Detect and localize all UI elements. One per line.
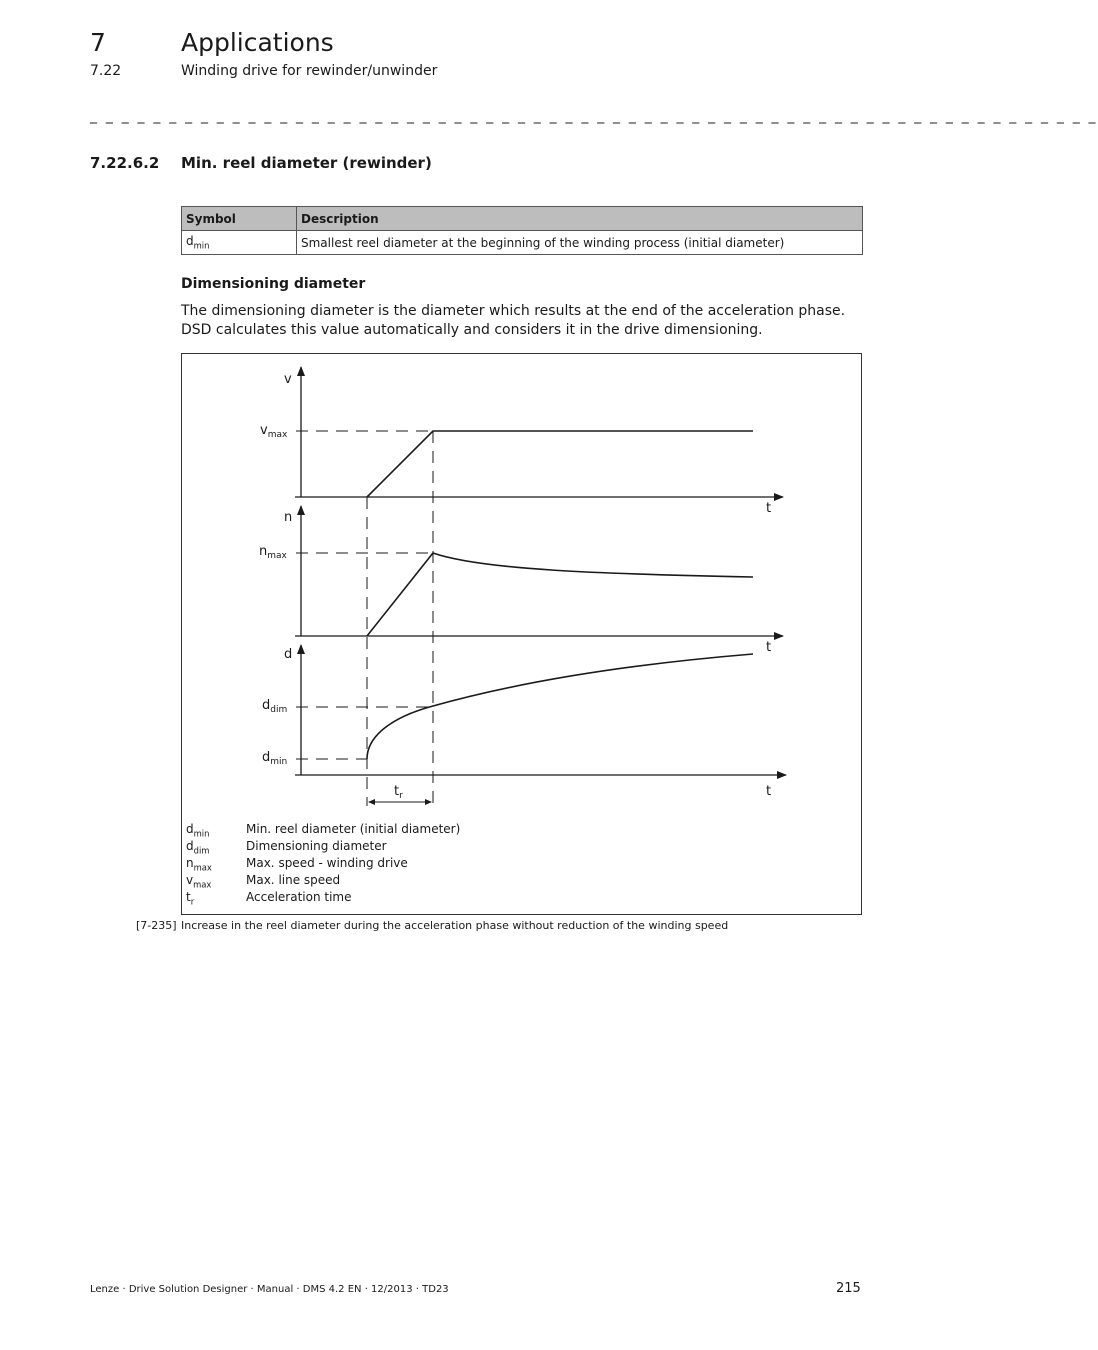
d-axis-label: d bbox=[284, 647, 293, 662]
ddim-label: $d_{dim}$ bbox=[262, 698, 288, 715]
velocity-curve bbox=[367, 431, 753, 497]
symbol-base: d bbox=[186, 234, 194, 249]
v-axis-label: v bbox=[284, 372, 292, 387]
section-title: Winding drive for rewinder/unwinder bbox=[181, 63, 438, 79]
speed-curve bbox=[367, 553, 753, 636]
nmax-label: $n_{max}$ bbox=[259, 544, 287, 561]
subsection-title: Min. reel diameter (rewinder) bbox=[181, 154, 432, 172]
legend-symbol: $t_r$ bbox=[186, 890, 195, 907]
legend-description: Dimensioning diameter bbox=[246, 839, 387, 853]
dmin-label: $d_{min}$ bbox=[262, 750, 288, 767]
figure-box bbox=[181, 353, 862, 915]
header-separator: _ _ _ _ _ _ _ _ _ _ _ _ _ _ _ _ _ _ _ _ _ _ _ _ _ _ _ _ _ _ _ _ _ _ _ _ _ _ _ _ _ _ _ _ _ _ _ _ _ _ _ _ _ _ _ _ _ _ _ _ _ _ _ _ bbox=[90, 108, 1098, 124]
legend-symbol: $d_{min}$ bbox=[186, 822, 210, 839]
footer-document-info: Lenze · Drive Solution Designer · Manual · DMS 4.2 EN · 12/2013 · TD23 bbox=[90, 1284, 449, 1295]
page-number: 215 bbox=[836, 1281, 861, 1296]
chapter-number: 7 bbox=[90, 28, 106, 57]
description-cell: Smallest reel diameter at the beginning of the winding process (initial diameter) bbox=[297, 231, 863, 255]
legend-description: Acceleration time bbox=[246, 890, 352, 904]
figure-caption-number: [7-235] bbox=[136, 919, 177, 932]
figure-caption-text: Increase in the reel diameter during the acceleration phase without reduction of the winding speed bbox=[181, 919, 729, 932]
t-label-speed: t bbox=[766, 640, 772, 655]
section-number: 7.22 bbox=[90, 63, 122, 79]
legend-description: Min. reel diameter (initial diameter) bbox=[246, 822, 461, 836]
legend-symbol: $n_{max}$ bbox=[186, 856, 212, 873]
column-header-description: Description bbox=[297, 207, 863, 231]
column-header-symbol: Symbol bbox=[182, 207, 297, 231]
legend-description: Max. line speed bbox=[246, 873, 341, 887]
symbol-table bbox=[181, 206, 863, 255]
dimensioning-paragraph: The dimensioning diameter is the diameter which results at the end of the acceleration phase. DSD calculates this value automatically and considers it in the drive dimensioning. bbox=[181, 303, 846, 338]
dimensioning-heading: Dimensioning diameter bbox=[181, 276, 366, 292]
vmax-label: $v_{max}$ bbox=[260, 423, 288, 440]
chapter-title: Applications bbox=[181, 28, 334, 57]
t-label-diameter: t bbox=[766, 784, 772, 799]
symbol-subscript: min bbox=[193, 240, 210, 251]
legend-description: Max. speed - winding drive bbox=[246, 856, 408, 870]
subsection-number: 7.22.6.2 bbox=[90, 154, 160, 172]
tr-label: $t_r$ bbox=[394, 784, 403, 801]
t-label-velocity: t bbox=[766, 501, 772, 516]
table-row bbox=[182, 231, 863, 255]
n-axis-label: n bbox=[284, 510, 293, 525]
symbol-cell bbox=[182, 231, 297, 255]
legend-symbol: $v_{max}$ bbox=[186, 873, 212, 890]
table-header-row bbox=[182, 207, 863, 231]
legend-symbol: $d_{dim}$ bbox=[186, 839, 210, 856]
